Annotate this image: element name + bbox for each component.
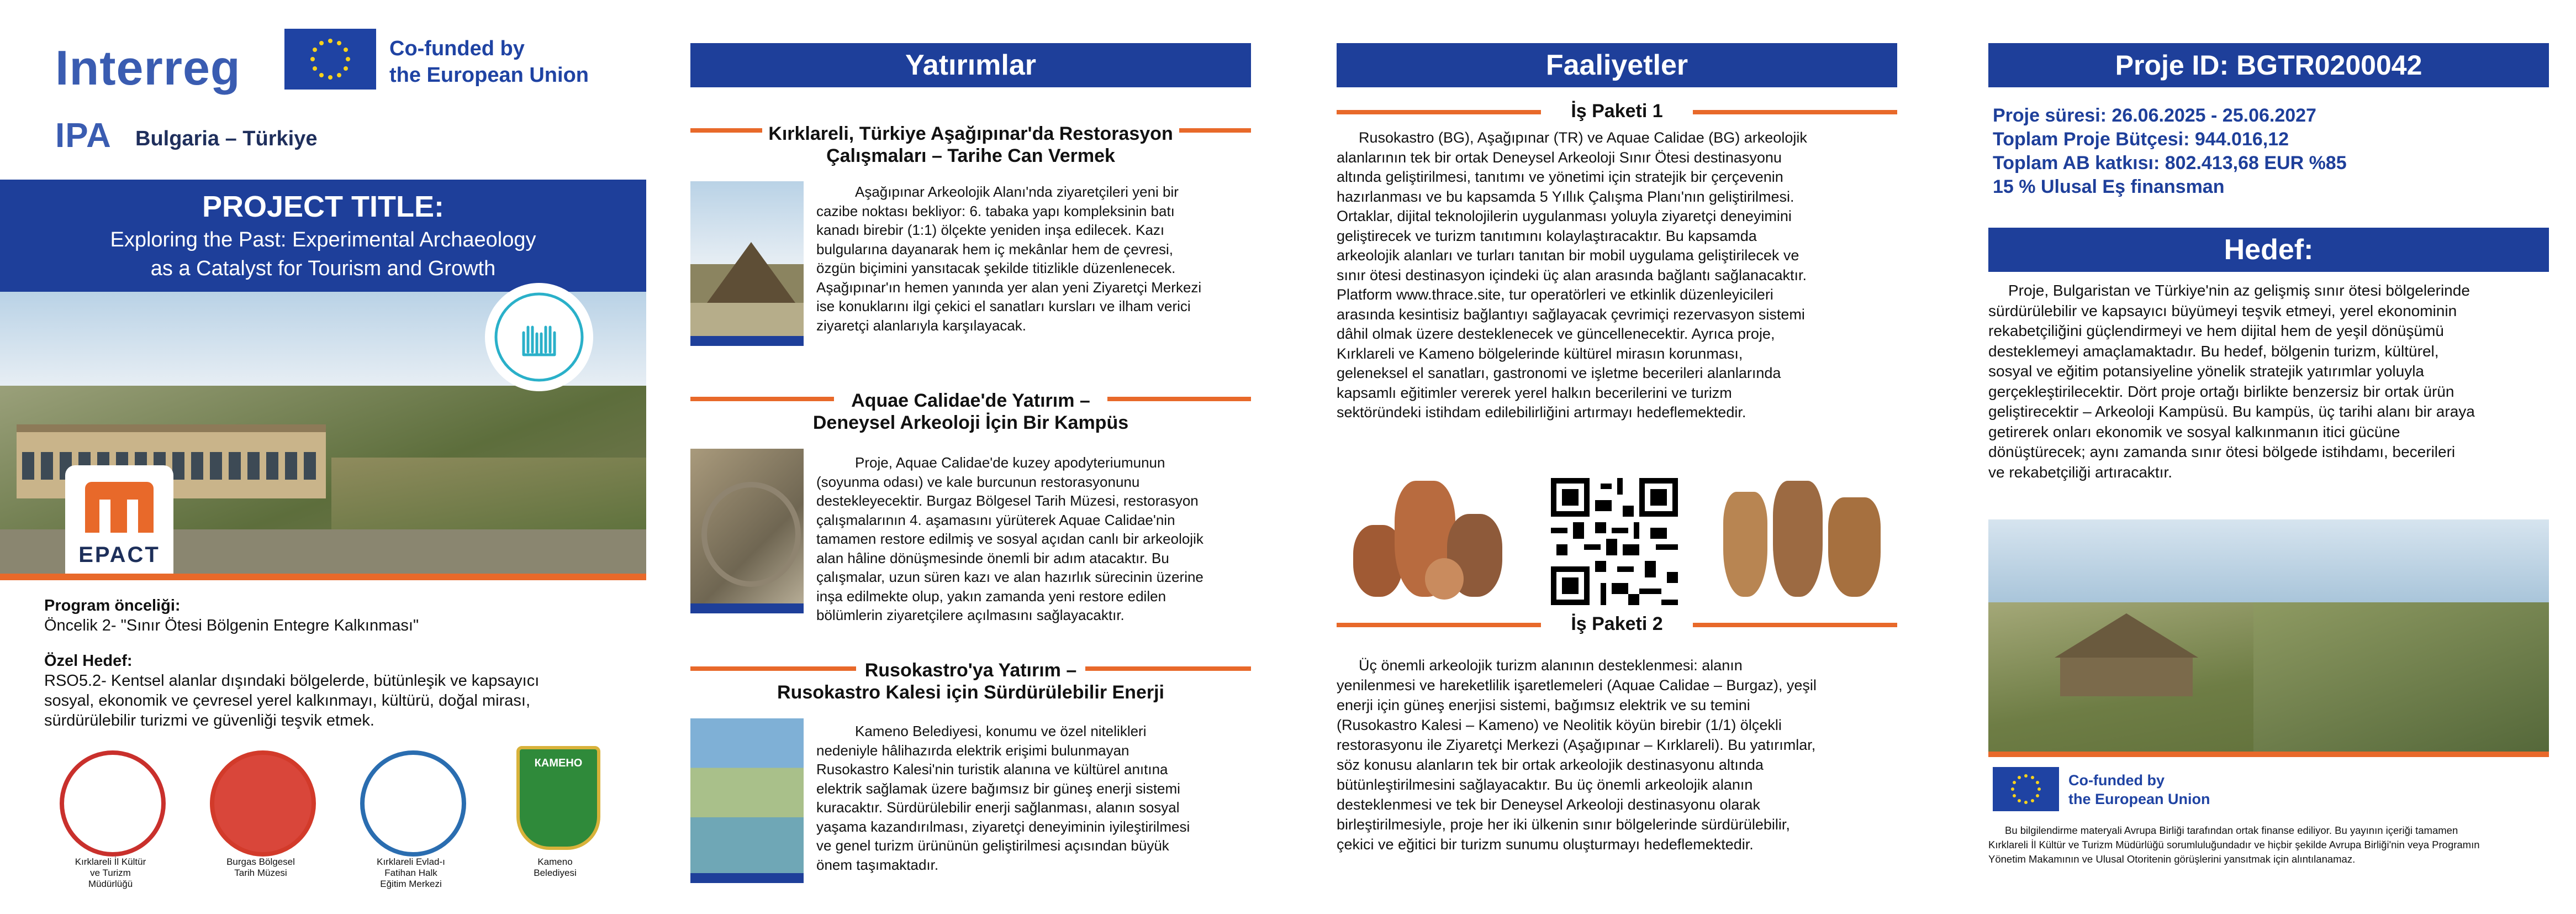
section-title-line: Aquae Calidae'de Yatırım – (851, 390, 1090, 411)
body-line: elektrik sağlamak üzere bağımsız bir güneş enerji sistemi (816, 780, 1180, 797)
cofunded-label (2068, 771, 2210, 809)
project-title-line-1: Exploring the Past: Experimental Archaeology (110, 228, 536, 251)
project-title-label: PROJECT TITLE: (202, 190, 444, 223)
partner-name-line: Tarih Müzesi (234, 868, 287, 878)
pottery-photo-left (1348, 475, 1513, 608)
partner-logo-burgas-museum (210, 750, 316, 857)
body-line: bölümlerin ziyaretçilere açılmasını sağlayacaktır. (816, 607, 1125, 623)
raised-hands-icon (485, 283, 593, 391)
activities-heading: Faaliyetler (1337, 43, 1897, 87)
project-id-heading: Proje ID: BGTR0200042 (1988, 43, 2549, 87)
program-priority: Öncelik 2- "Sınır Ötesi Bölgenin Entegre Kalkınması" (44, 617, 419, 634)
body-line: arasında kesintisiz bağlantıyı sağlayacak çevrimiçi rezervasyon sistemi (1337, 306, 1805, 323)
body-line: Platform www.thrace.site, tur operatörleri ve etkinlik düzenleyicileri (1337, 286, 1773, 303)
partner-name-line: Fatihan Halk (384, 868, 437, 878)
specific-goal-label: Özel Hedef: (44, 652, 133, 670)
specific-goal-line-1: RSO5.2- Kentsel alanlar dışındaki bölgelerde, bütünleşik ve kapsayıcı (44, 672, 540, 690)
partner-name-burgas-museum (203, 857, 319, 879)
section-title-line: Deneysel Arkeoloji İçin Bir Kampüs (812, 412, 1129, 433)
body-line: çalışmalar, uzun süren kazı ve alan hazırlık sürecinin üzerine (816, 569, 1203, 585)
pottery-photo-right (1718, 475, 1889, 608)
section-title-line: Kırklareli, Türkiye Aşağıpınar'da Restorasyon (768, 123, 1173, 144)
body-line: bütünleştirilmesini sağlayacaktır. Bu üç önemli arkeolojik alanın (1337, 776, 1753, 793)
body-line: ve rekabetçiliği artıracaktır. (1988, 463, 2173, 481)
panel-investments (690, 0, 1259, 914)
panel-project-info (1988, 0, 2557, 914)
body-line: geleneksel el sanatları, gastronomi ve işletme becerileri alanlarında (1337, 365, 1781, 381)
body-line: ziyaretçi alanlarıyla karşılayacak. (816, 317, 1027, 334)
body-line: Rusokastro Kalesi'nin turistik alanına ve kültürel anıtına (816, 761, 1168, 778)
section-body-aquae-calidae (816, 453, 1251, 625)
body-line: Üç önemli arkeolojik turizm alanının desteklenmesi: alanın (1359, 657, 1743, 674)
section-title-line: Rusokastro'ya Yatırım – (864, 660, 1077, 681)
partner-logo-kultur-turizm (60, 750, 166, 857)
work-package-1-title: İş Paketi 1 (1571, 101, 1663, 122)
work-package-1-body (1337, 128, 1897, 423)
body-line: desteklenmesi ve tek bir Deneysel Arkeoloji destinasyonu olarak (1337, 796, 1760, 813)
section-title-aquae-calidae (690, 390, 1251, 434)
body-line: geliştirecektir – Arkeoloji Kampüsü. Bu kampüs, üç tarihi alanı bir araya (1988, 403, 2475, 420)
partner-name-line: ve Turizm (90, 868, 131, 878)
body-line: kapsamlı eğitimler vererek yerel halkın becerilerini ve turizm (1337, 384, 1732, 401)
partner-name-line: Kameno (537, 857, 573, 867)
panel-project-overview (0, 0, 646, 914)
section-title-rusokastro (690, 659, 1251, 703)
rusokastro-photo (690, 718, 804, 883)
cofunded-line-1: Co-funded by (389, 37, 525, 60)
body-line: desteklemeyi amaçlamaktadır. Bu hedef, bölgenin turizm, kültürel, (1988, 342, 2439, 360)
eu-flag-icon (284, 29, 376, 90)
work-package-2-title: İş Paketi 2 (1571, 613, 1663, 634)
body-line: Kameno Belediyesi, konumu ve özel nitelikleri (855, 723, 1147, 739)
section-title-line: Rusokastro Kalesi için Sürdürülebilir Enerji (777, 682, 1164, 703)
body-line: çekici ve eğitici bir turizm sunumu oluşturmayı hedeflemektedir. (1337, 836, 1754, 853)
cofunded-line-2: the European Union (389, 63, 589, 87)
work-package-2-body (1337, 655, 1897, 854)
disclaimer-line: Bu bilgilendirme materyali Avrupa Birliği tarafından ortak finanse ediliyor. Bu yayının içeriği tamamen (2005, 824, 2458, 836)
investments-heading: Yatırımlar (690, 43, 1251, 87)
body-line: hazırlanması ve bu kapsamda 5 Yıllık Çalışma Planı'nın geliştirilmesi. (1337, 188, 1794, 205)
panel-activities (1337, 0, 1905, 914)
body-line: kuracaktır. Sürdürülebilir enerji sağlanması, alanın sosyal (816, 799, 1180, 816)
body-line: cazibe noktası bekliyor: 6. tabaka yapı kompleksinin batı (816, 202, 1175, 219)
partner-name-halk-egitim (353, 857, 469, 890)
body-line: Rusokastro (BG), Aşağıpınar (TR) ve Aquae Calidae (BG) arkeolojik (1359, 129, 1807, 146)
body-line: alanlarının tek bir ortak Deneysel Arkeoloji Sınır Ötesi destinasyonu (1337, 149, 1782, 166)
body-line: sınır ötesi destinasyon içindeki üç alan arasında bağlantı sağlanacaktır. (1337, 266, 1807, 283)
disclaimer (1988, 823, 2549, 866)
body-line: kanadı birebir (1:1) ölçekte yeniden inşa edilecek. Kazı (816, 222, 1165, 238)
project-title-block (0, 180, 646, 292)
body-line: ise konuklarını ilgi çekici el sanatları kursları ve ilham verici (816, 298, 1191, 314)
body-line: restorasyonu ile Ziyaretçi Merkezi (Aşağıpınar – Kırklareli). Bu yatırımlar, (1337, 737, 1816, 753)
section-body-rusokastro (816, 722, 1251, 874)
qr-code-icon (1551, 478, 1678, 605)
body-line: geliştirecek ve turizm tanıtımını kolaylaştıracaktır. Bu kapsamda (1337, 227, 1757, 244)
body-line: Proje, Bulgaristan ve Türkiye'nin az gelişmiş sınır ötesi bölgelerinde (2008, 282, 2470, 299)
partner-name-line: Kırklareli İl Kültür (75, 857, 146, 867)
body-line: sektöründeki istihdam edilebilirliğini artırmayı hedeflemektedir. (1337, 404, 1746, 421)
partner-logo-halk-egitim (360, 750, 466, 857)
orange-divider (1988, 752, 2549, 757)
specific-goal-line-3: sürdürülebilir turizmi ve güvenliği teşvik etmek. (44, 712, 374, 729)
project-duration: Proje süresi: 26.06.2025 - 25.06.2027 (1993, 105, 2316, 126)
body-line: özgün biçimini yansıtacak şekilde titizlikle düzenlenecek. (816, 260, 1176, 276)
body-line: (Rusokastro Kalesi – Kameno) ve Neolitik köyün birebir (1/1) ölçekli (1337, 717, 1782, 733)
body-line: destekleyecektir. Burgaz Bölgesel Tarih Müzesi, restorasyon (816, 492, 1199, 509)
body-line: alan hâline dönüşmesinde önemli bir adım atacaktır. Bu (816, 549, 1169, 566)
project-title-line-2: as a Catalyst for Tourism and Growth (150, 257, 496, 280)
partner-logo-kameno (516, 746, 600, 850)
body-line: çalışmalarının 4. aşamasını yürüterek Aquae Calidae'nin (816, 511, 1175, 528)
body-line: önem taşımaktadır. (816, 856, 939, 873)
partner-name-line: Müdürlüğü (88, 879, 133, 889)
body-line: Kırklareli ve Kameno bölgelerinde kültürel mirasın korunması, (1337, 345, 1743, 362)
body-line: Aşağıpınar Arkeolojik Alanı'nda ziyaretçileri yeni bir (855, 183, 1179, 200)
goal-body (1988, 281, 2549, 482)
epact-logo-text: EPACT (78, 543, 160, 567)
body-line: getirerek onları ekonomik ve sosyal kalkınmanın itici gücüne (1988, 423, 2400, 440)
body-line: söz konusu alanların tek bir ortak arkeolojik destinasyonu altında (1337, 757, 1764, 773)
partner-name-line: Burgas Bölgesel (226, 857, 295, 867)
disclaimer-line: Yönetim Makamının ve Ulusal Otoritenin görüşlerini yansıtmak için alıntılanamaz. (1988, 853, 2356, 865)
body-line: Aşağıpınar'ın hemen yanında yer alan yeni Ziyaretçi Merkezi (816, 279, 1202, 296)
body-line: inşa edilmekte olup, yakın zamanda yeni restore edilen (816, 587, 1166, 605)
body-line: bulgularına dayanarak hem iç mekânlar hem de çevresi, (816, 240, 1174, 258)
eu-contribution: Toplam AB katkısı: 802.413,68 EUR %85 (1993, 153, 2347, 174)
national-cofinancing: 15 % Ulusal Eş finansman (1993, 176, 2225, 197)
project-budget: Toplam Proje Bütçesi: 944.016,12 (1993, 129, 2289, 150)
body-line: sosyal ve eğitim potansiyeline yönelik stratejik yatırımlar yoluyla (1988, 363, 2424, 380)
body-line: (soyunma odası) ve kale burcunun restorasyonunu (816, 473, 1140, 490)
cofunded-line-2: the European Union (2068, 790, 2210, 807)
section-title-asagipinar (690, 123, 1251, 167)
body-line: dâhil olmak üzere desteklenecek ve güncellenecektir. Ayrıca proje, (1337, 325, 1775, 342)
kameno-logo-text: КАМЕНО (534, 757, 583, 769)
partner-name-line: Kırklareli Evlad-ı (377, 857, 445, 867)
body-line: sürdürülebilir ve kapsayıcı büyümeyi teşvik etmeyi, yerel ekonominin (1988, 302, 2457, 319)
body-line: altında geliştirilmesi, tanıtımı ve yönetimi için stratejik bir çerçevenin (1337, 169, 1783, 185)
orange-divider (0, 574, 646, 580)
body-line: yaşama kazandırılması, ziyaretçi deneyiminin iyileştirilmesi (816, 818, 1190, 835)
section-body-asagipinar (816, 182, 1251, 335)
body-line: ve genel turizm ürününün geliştirilmesi açısından büyük (816, 837, 1169, 854)
partner-name-kultur-turizm (52, 857, 168, 890)
body-line: Ortaklar, dijital teknolojilerin uygulanması yoluyla ziyaretçi deneyimini (1337, 208, 1792, 224)
aquae-calidae-photo (690, 449, 804, 613)
eu-flag-icon (1993, 767, 2059, 811)
body-line: nedeniyle hâlihazırda elektrik erişimi bulunmayan (816, 742, 1129, 759)
body-line: yenilenmesi ve hareketlilik işaretlemeleri (Aquae Calidae – Burgaz), yeşil (1337, 677, 1817, 694)
asagipinar-photo (690, 181, 804, 346)
body-line: dönüştürecek; aynı zamanda sınır ötesi bölgede istihdamı, becerileri (1988, 443, 2456, 460)
body-line: gerçekleştirilecektir. Dört proje ortağı birlikte benzersiz bir ortak ürün (1988, 382, 2454, 400)
landscape-photo (1988, 519, 2549, 752)
cofunded-line-1: Co-funded by (2068, 772, 2165, 789)
partner-name-line: Eğitim Merkezi (380, 879, 442, 889)
ipa-logo: IPA (55, 117, 112, 155)
epact-logo (65, 465, 173, 574)
goal-heading: Hedef: (1988, 228, 2549, 272)
body-line: enerji için güneş enerjisi sistemi, bağımsız elektrik ve su temini (1337, 697, 1750, 713)
body-line: Proje, Aquae Calidae'de kuzey apodyteriumunun (855, 454, 1165, 471)
cofunded-label (389, 36, 589, 88)
partner-name-kameno (497, 857, 613, 879)
body-line: rekabetçiliğini güçlendirmeyi ve hem dijital hem de yeşil dönüşümü (1988, 322, 2444, 339)
interreg-logo: Interreg (55, 40, 241, 95)
partner-name-line: Belediyesi (534, 868, 577, 878)
program-priority-label: Program önceliği: (44, 597, 181, 614)
body-line: tamamen restore edilmiş ve sosyal açıdan canlı bir arkeolojik (816, 530, 1203, 547)
ipa-region: Bulgaria – Türkiye (135, 127, 318, 150)
disclaimer-line: Kırklareli İl Kültür ve Turizm Müdürlüğü sorumluluğundadır ve hiçbir şekilde Avrupa Birliği'nin veya Programın (1988, 839, 2480, 850)
specific-goal-line-2: sosyal, ekonomik ve çevresel yerel kalkınmayı, kültürü, doğal mirası, (44, 692, 531, 710)
project-facts (1993, 104, 2347, 199)
section-title-line: Çalışmaları – Tarihe Can Vermek (826, 145, 1115, 166)
body-line: arkeolojik alanları ve turları tanıtan bir mobil uygulama geliştirilecek ve (1337, 247, 1799, 264)
body-line: birleştirilmesiyle, proje her iki ülkenin sınır bölgelerinde sürdürülebilir, (1337, 816, 1790, 833)
